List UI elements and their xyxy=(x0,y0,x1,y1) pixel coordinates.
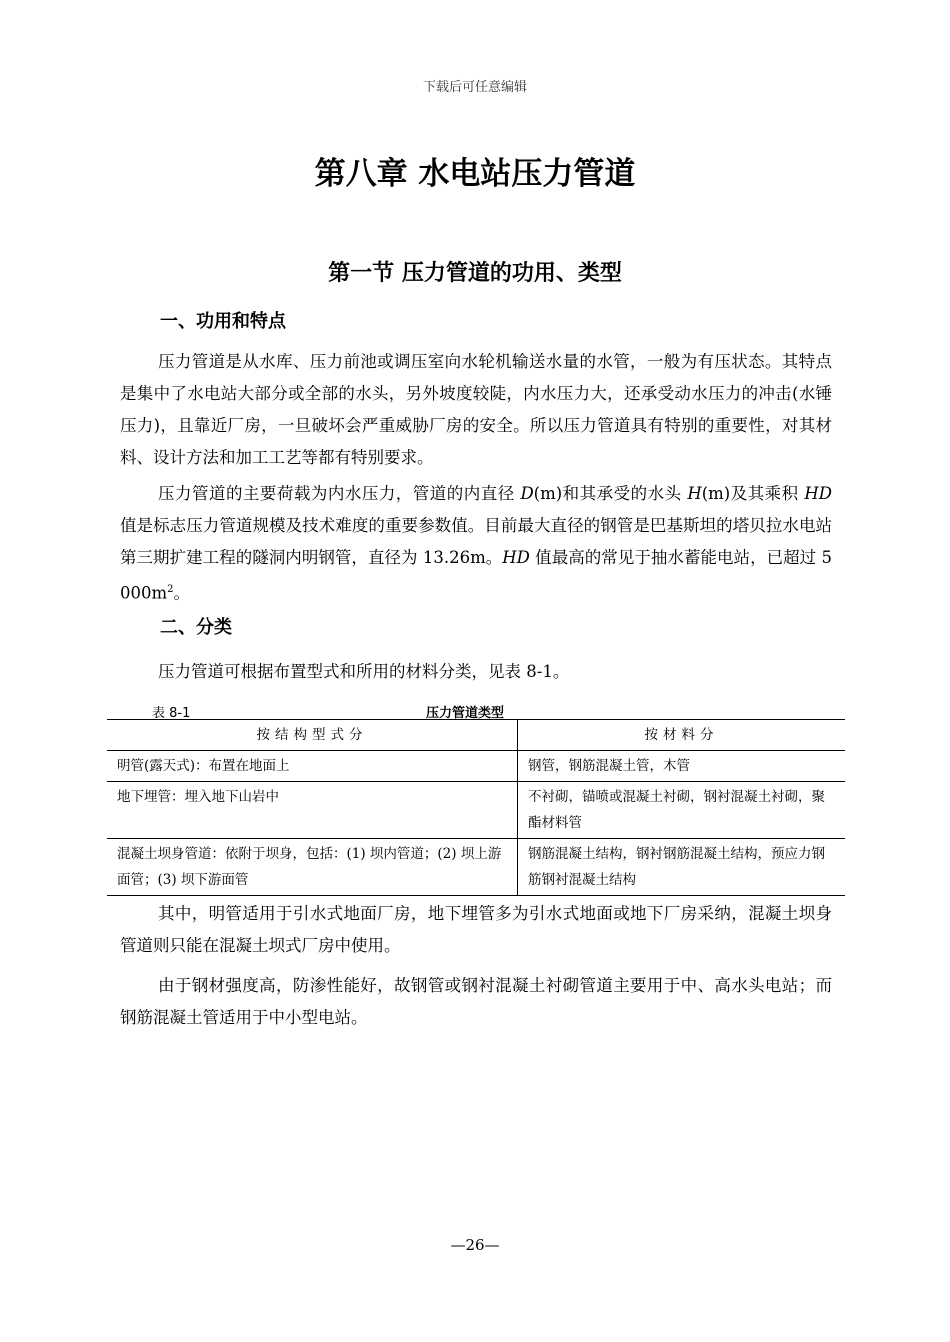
p2-text-a: 压力管道的主要荷载为内水压力，管道的内直径 xyxy=(158,484,521,503)
chapter-title: 第八章 水电站压力管道 xyxy=(314,156,636,192)
p2-text-b: (m)和其承受的水头 xyxy=(533,484,688,503)
table-header-material: 按材料分 xyxy=(518,720,846,751)
paragraph-steel: 由于钢材强度高，防渗性能好，故钢管或钢衬混凝土衬砌管道主要用于中、高水头电站；而钢筋混凝土管适用于中小型电站。 xyxy=(120,976,832,1027)
p2-text-e: 值是标志压力管道规模及技术难度的重要参数值。目前最大直径的钢管是巴基斯坦的塔贝拉水电站第三期扩建工程的隧洞内明钢管，直径为 13.26m。 xyxy=(120,516,832,567)
p2-symbol-hd-2: HD xyxy=(502,548,530,567)
table-cell: 混凝土坝身管道：依附于坝身，包括：(1) 坝内管道；(2) 坝上游面管；(3) 坝下游面管 xyxy=(107,839,518,896)
paragraph-classification: 压力管道可根据布置型式和所用的材料分类，见表 8-1。 xyxy=(158,662,570,681)
table-title: 压力管道类型 xyxy=(426,706,505,721)
subheading-classification: 二、分类 xyxy=(160,617,232,638)
table-label: 表 8-1 xyxy=(152,706,191,721)
table-cell: 钢筋混凝土结构，钢衬钢筋混凝土结构，预应力钢筋钢衬混凝土结构 xyxy=(518,839,846,896)
p2-symbol-d: D xyxy=(520,484,534,503)
p2-superscript: 2 xyxy=(167,584,174,595)
p2-symbol-h: H xyxy=(687,484,702,503)
table-row xyxy=(107,751,845,782)
page-header: 下载后可任意编辑 xyxy=(422,80,527,95)
table-cell: 钢管，钢筋混凝土管，木管 xyxy=(518,751,846,782)
table-row xyxy=(107,782,845,839)
pipe-type-table xyxy=(107,719,845,896)
table-cell: 不衬砌，锚喷或混凝土衬砌，钢衬混凝土衬砌，聚酯材料管 xyxy=(518,782,846,839)
p2-text-f: 值最高的常见于抽水蓄能电站，已超过 5 000m xyxy=(120,548,832,603)
table-header-structure: 按结构型式分 xyxy=(107,720,518,751)
page-number: —26— xyxy=(450,1236,500,1254)
subheading-function: 一、功用和特点 xyxy=(160,311,286,332)
p2-text-g: 。 xyxy=(173,583,191,603)
p2-symbol-hd: HD xyxy=(804,484,833,503)
paragraph-loads xyxy=(120,478,832,610)
paragraph-usage: 其中，明管适用于引水式地面厂房，地下埋管多为引水式地面或地下厂房采纳，混凝土坝身管道则只能在混凝土坝式厂房中使用。 xyxy=(120,904,832,955)
table-header-row xyxy=(107,720,845,751)
p2-text-c: (m)及其乘积 xyxy=(701,484,805,503)
section-title: 第一节 压力管道的功用、类型 xyxy=(328,261,622,286)
paragraph-function: 压力管道是从水库、压力前池或调压室向水轮机输送水量的水管，一般为有压状态。其特点是集中了水电站大部分或全部的水头，另外坡度较陡，内水压力大，还承受动水压力的冲击(水锤压力)，且靠近厂房，一旦破坏会严重威胁厂房的安全。所以压力管道具有特别的重要性，对其材料、设计方法和加工工艺等都有特别要求。 xyxy=(120,352,832,467)
table-cell: 明管(露天式)：布置在地面上 xyxy=(107,751,518,782)
table-cell: 地下埋管：埋入地下山岩中 xyxy=(107,782,518,839)
table-row xyxy=(107,839,845,896)
